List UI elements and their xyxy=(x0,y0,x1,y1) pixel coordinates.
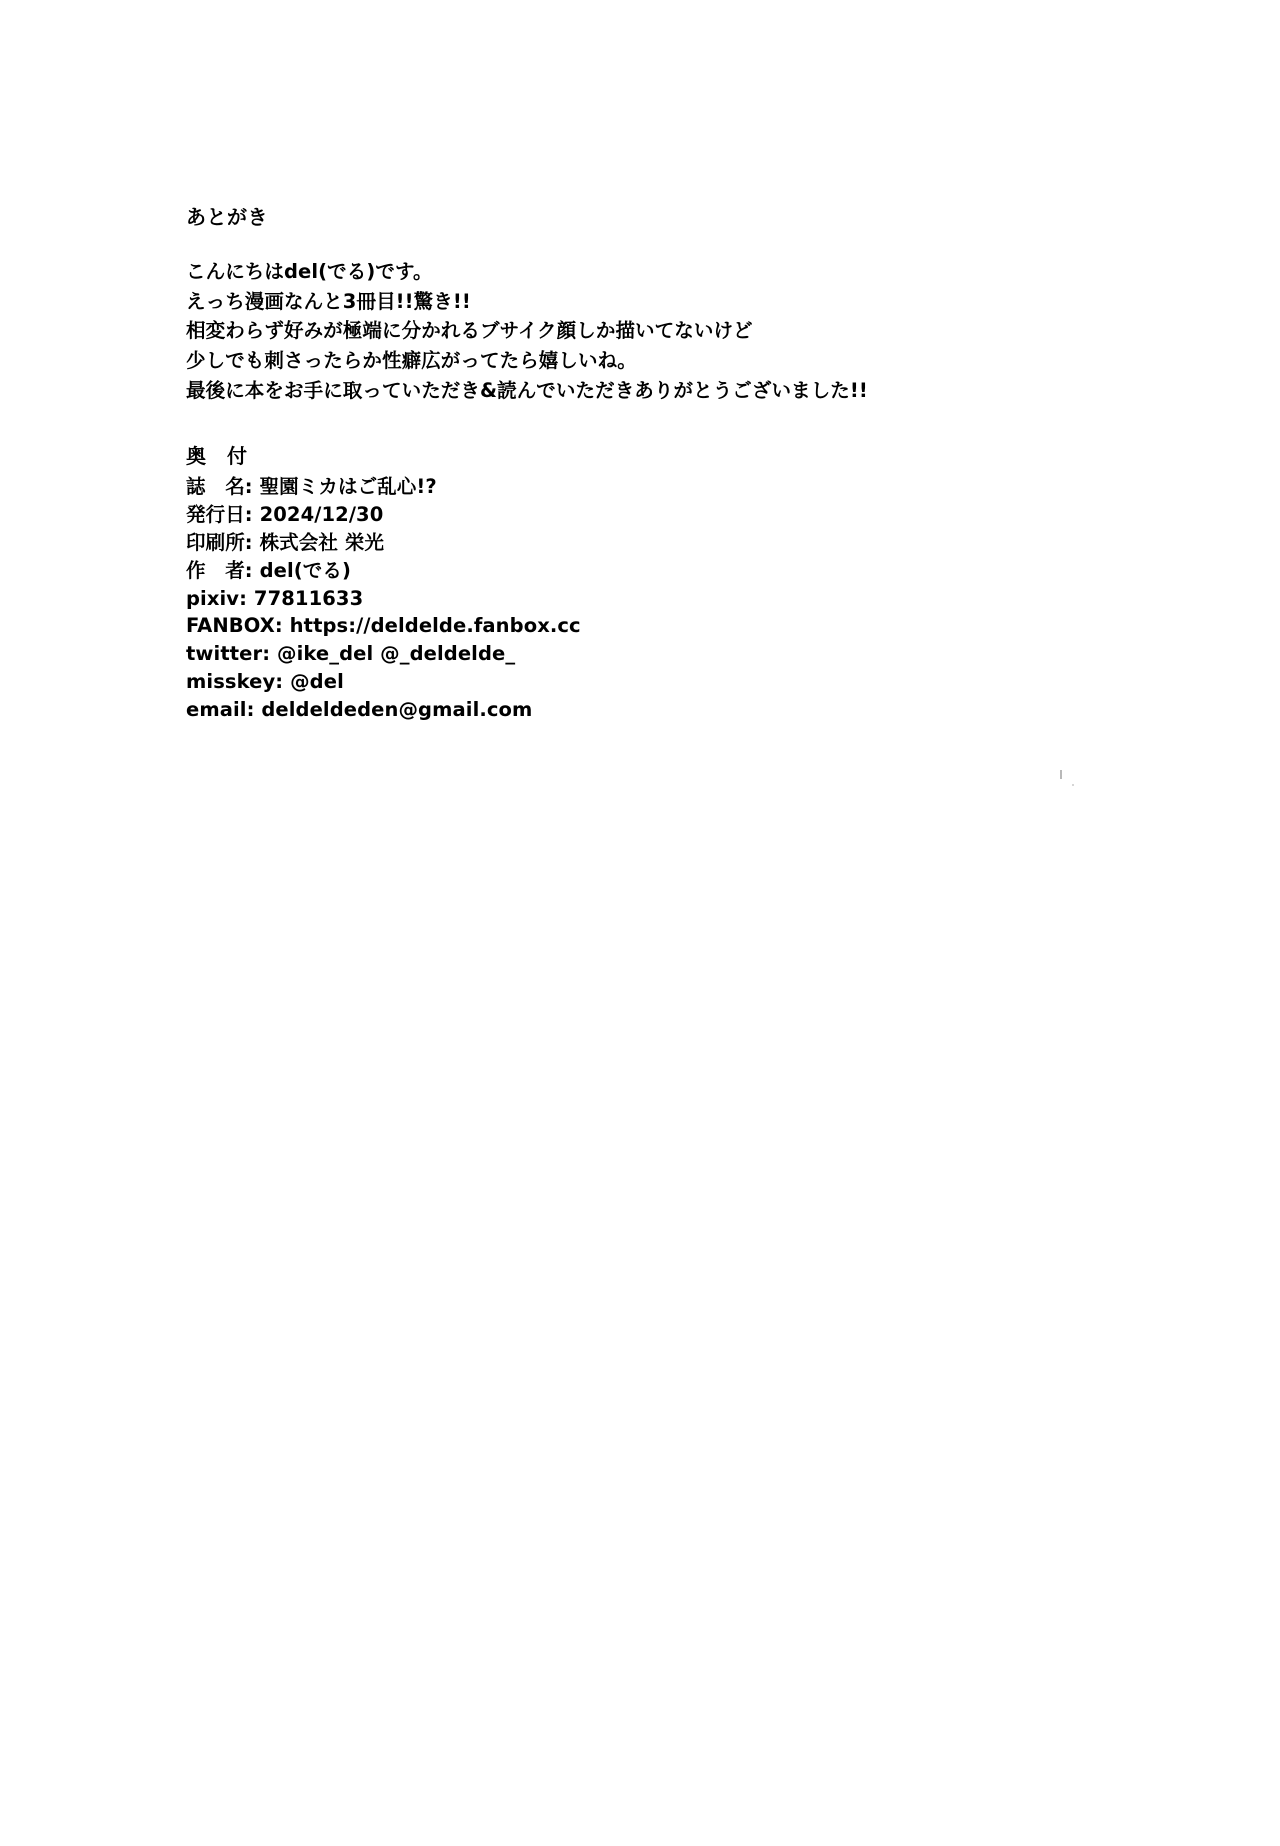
colophon-title-line: 誌 名: 聖園ミカはご乱心!? xyxy=(186,475,437,498)
afterword-line: 少しでも刺さったらか性癖広がってたら嬉しいね。 xyxy=(186,348,637,372)
colophon-pixiv-line: pixiv: 77811633 xyxy=(186,586,364,610)
colophon-printer-line: 印刷所: 株式会社 栄光 xyxy=(186,530,385,554)
colophon-author-line: 作 者: del(でる) xyxy=(186,558,351,582)
colophon-fanbox-line: FANBOX: https://deldelde.fanbox.cc xyxy=(186,614,581,638)
paper-speck-small xyxy=(1072,784,1074,786)
paper-speck xyxy=(1060,770,1062,779)
afterword-line: 最後に本をお手に取っていただき&読んでいただきありがとうございました!! xyxy=(186,378,868,402)
colophon-heading: 奥 付 xyxy=(186,444,248,468)
afterword-line: こんにちはdel(でる)です。 xyxy=(186,260,433,283)
colophon-twitter-line: twitter: @ike_del @_deldelde_ xyxy=(186,642,516,666)
afterword-line: 相変わらず好みが極端に分かれるブサイク顔しか描いてないけど xyxy=(186,319,753,343)
colophon-section xyxy=(186,440,1086,724)
colophon-date-line: 発行日: 2024/12/30 xyxy=(186,502,384,526)
colophon-lines xyxy=(186,473,1086,724)
afterword-section xyxy=(186,205,1086,405)
afterword-body xyxy=(186,257,1086,405)
colophon-email-line: email: deldeldeden@gmail.com xyxy=(186,698,533,721)
afterword-line: えっち漫画なんと3冊目!!驚き!! xyxy=(186,289,471,313)
colophon-misskey-line: misskey: @del xyxy=(186,670,344,694)
afterword-heading: あとがき xyxy=(186,205,268,229)
